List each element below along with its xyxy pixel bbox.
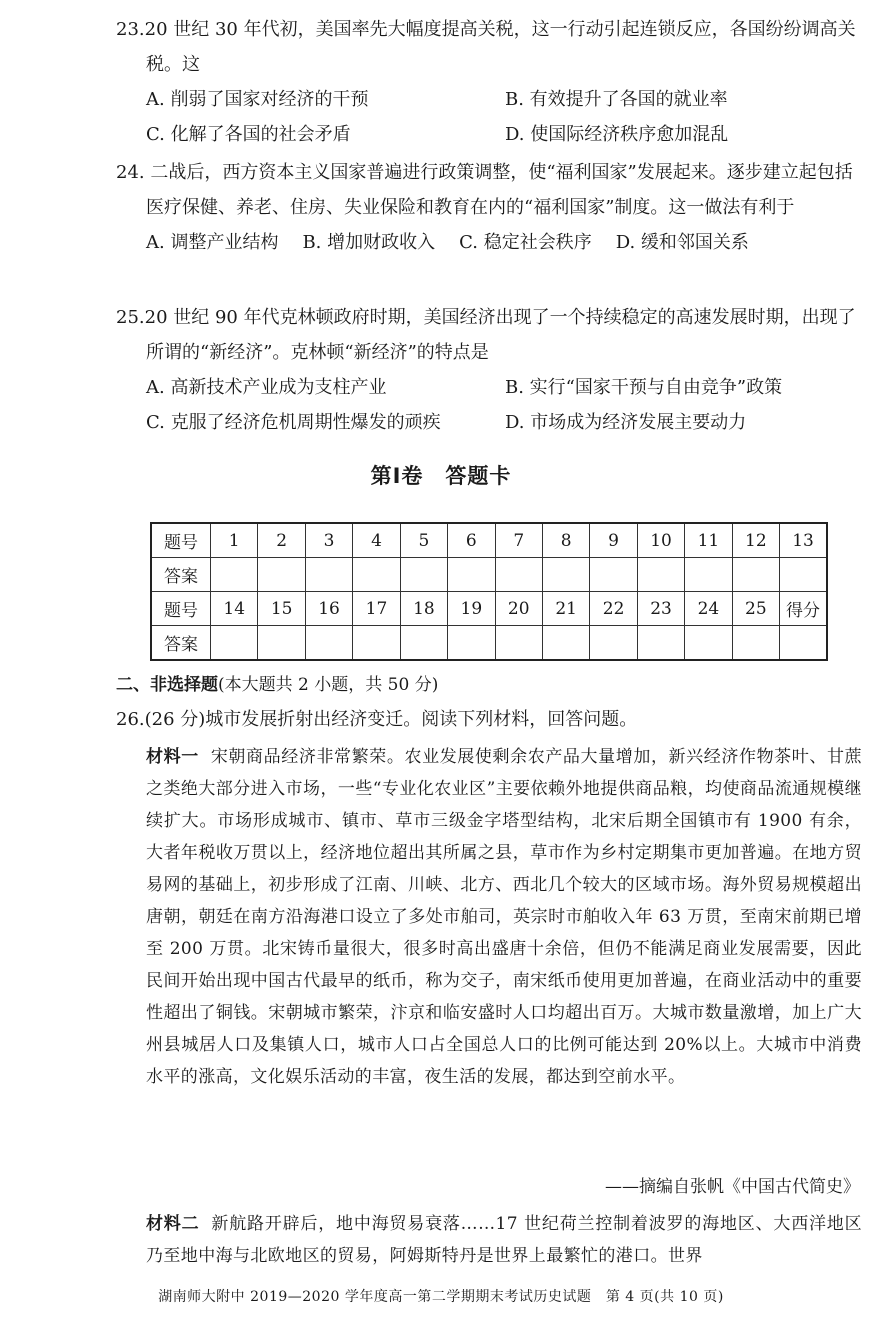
answer-card-table [150,522,828,661]
answer-cell [780,558,827,592]
question-number-cell: 7 [495,523,542,558]
section-2-title: 二、非选择题 [116,675,218,695]
question-number-cell: 14 [211,592,258,626]
question-number-cell: 18 [400,592,447,626]
answer-cell [685,558,732,592]
material-1-heading: 材料一 [146,747,199,767]
answer-cell [495,626,542,661]
answer-cell [732,626,779,661]
answer-card-answer-row-1 [151,558,827,592]
question-23 [116,12,864,152]
question-number-cell: 11 [685,523,732,558]
answer-label: 答案 [151,626,211,661]
material-1 [146,741,862,1093]
question-24-option-b: B. 增加财政收入 [302,232,436,253]
material-1-source: ——摘编自张帆《中国古代简史》 [605,1177,860,1197]
material-2-text: 新航路开辟后，地中海贸易衰落……17 世纪荷兰控制着波罗的海地区、大西洋地区乃至地中海与北欧地区的贸易，阿姆斯特丹是世界上最繁忙的港口。世界 [146,1214,863,1266]
answer-cell [590,558,637,592]
question-25-option-a: A. 高新技术产业成为支柱产业 [146,377,387,398]
question-number-cell: 13 [780,523,827,558]
material-1-text: 宋朝商品经济非常繁荣。农业发展使剩余农产品大量增加，新兴经济作物茶叶、甘蔗之类绝大部分进入市场，一些“专业化农业区”主要依赖外地提供商品粮，均使商品流通规模继续扩大。市场形成城市、镇市、草市三级金字塔型结构，北宋后期全国镇市有 1900 有余，大者年税收万贯以上，经济地位超出其所属之县，草市作为乡村定期集市更加普遍。在地方贸易网的基础上，初步形成了江南、川峡、北方、西北几个较大的区域市场。海外贸易规模超出唐朝，朝廷在南方沿海港口设立了多处市舶司，英宗时市舶收入年 63 万贯，至南宋前期已增至 200 万贯。北宋铸币量很大，很多时高出盛唐十余倍，但仍不能满足商业发展需要，因此民间开始出现中国古代最早的纸币，称为交子，南宋纸币使用更加普遍，在商业活动中的重要性超出了铜钱。宋朝城市繁荣，汴京和临安盛时人口均超出百万。大城市数量激增，加上广大州县城居人口及集镇人口，城市人口占全国总人口的比例可能达到 20%以上。大城市中消费水平的涨高，文化娱乐活动的丰富，夜生活的发展，都达到空前水平。 [146,747,862,1087]
answer-cell [590,626,637,661]
answer-cell [305,626,352,661]
question-number-cell: 8 [542,523,589,558]
answer-cell [400,626,447,661]
question-24-option-c: C. 稳定社会秩序 [459,232,592,253]
answer-cell [495,558,542,592]
question-24-option-d: D. 缓和邻国关系 [615,232,749,253]
question-number-cell: 20 [495,592,542,626]
question-number-cell: 16 [305,592,352,626]
question-25-option-c: C. 克服了经济危机周期性爆发的顽疾 [146,412,441,433]
material-2 [146,1208,862,1272]
number-label: 题号 [151,592,211,626]
question-number-cell: 17 [353,592,400,626]
question-number-cell: 19 [448,592,495,626]
number-label: 题号 [151,523,211,558]
question-23-option-b: B. 有效提升了各国的就业率 [505,89,728,110]
question-25-option-d: D. 市场成为经济发展主要动力 [505,412,747,433]
answer-cell [353,626,400,661]
answer-cell [732,558,779,592]
question-number-cell: 23 [637,592,684,626]
answer-cell [448,626,495,661]
section-2-note: (本大题共 2 小题，共 50 分) [218,675,439,695]
question-number-cell: 24 [685,592,732,626]
question-23-options [116,82,864,152]
answer-cell [258,626,305,661]
answer-cell [542,626,589,661]
score-cell [780,626,827,661]
material-2-heading: 材料二 [146,1214,200,1234]
question-24 [116,155,864,260]
question-number-cell: 10 [637,523,684,558]
answer-card-answer-row-2 [151,626,827,661]
answer-cell [637,626,684,661]
answer-card-title: 第Ⅰ卷 答题卡 [370,464,512,488]
question-26-stem: 26.(26 分)城市发展折射出经济变迁。阅读下列材料，回答问题。 [116,709,638,730]
question-number-cell: 5 [400,523,447,558]
answer-card-number-row-1 [151,523,827,558]
page-footer: 湖南师大附中 2019—2020 学年度高一第二学期期末考试历史试题 第 4 页(共 10 页) [158,1289,724,1305]
answer-cell [685,626,732,661]
answer-cell [258,558,305,592]
answer-cell [637,558,684,592]
question-number-cell: 15 [258,592,305,626]
question-number-cell: 6 [448,523,495,558]
answer-cell [400,558,447,592]
question-number-cell: 9 [590,523,637,558]
question-number-cell: 12 [732,523,779,558]
score-label: 得分 [780,592,827,626]
question-number-cell: 4 [353,523,400,558]
answer-card-number-row-2 [151,592,827,626]
question-number-cell: 25 [732,592,779,626]
question-25-stem: 25.20 世纪 90 年代克林顿政府时期，美国经济出现了一个持续稳定的高速发展时期，出现了所谓的“新经济”。克林顿“新经济”的特点是 [116,307,856,363]
question-23-option-d: D. 使国际经济秩序愈加混乱 [505,124,729,145]
question-number-cell: 21 [542,592,589,626]
question-25-option-b: B. 实行“国家干预与自由竞争”政策 [505,377,783,398]
section-2-heading [116,672,438,698]
question-23-stem: 23.20 世纪 30 年代初，美国率先大幅度提高关税，这一行动引起连锁反应，各国纷纷调高关税。这 [116,19,856,75]
question-23-option-c: C. 化解了各国的社会矛盾 [146,124,351,145]
question-24-stem: 24. 二战后，西方资本主义国家普遍进行政策调整，使“福利国家”发展起来。逐步建立起包括医疗保健、养老、住房、失业保险和教育在内的“福利国家”制度。这一做法有利于 [116,162,853,218]
question-24-options [116,225,864,260]
question-25-options [116,370,864,440]
question-number-cell: 22 [590,592,637,626]
answer-cell [542,558,589,592]
answer-cell [448,558,495,592]
question-24-option-a: A. 调整产业结构 [146,232,279,253]
question-number-cell: 2 [258,523,305,558]
answer-cell [211,626,258,661]
answer-cell [305,558,352,592]
question-number-cell: 1 [211,523,258,558]
answer-label: 答案 [151,558,211,592]
answer-cell [211,558,258,592]
question-number-cell: 3 [305,523,352,558]
answer-cell [353,558,400,592]
question-23-option-a: A. 削弱了国家对经济的干预 [146,89,369,110]
question-25 [116,300,864,440]
